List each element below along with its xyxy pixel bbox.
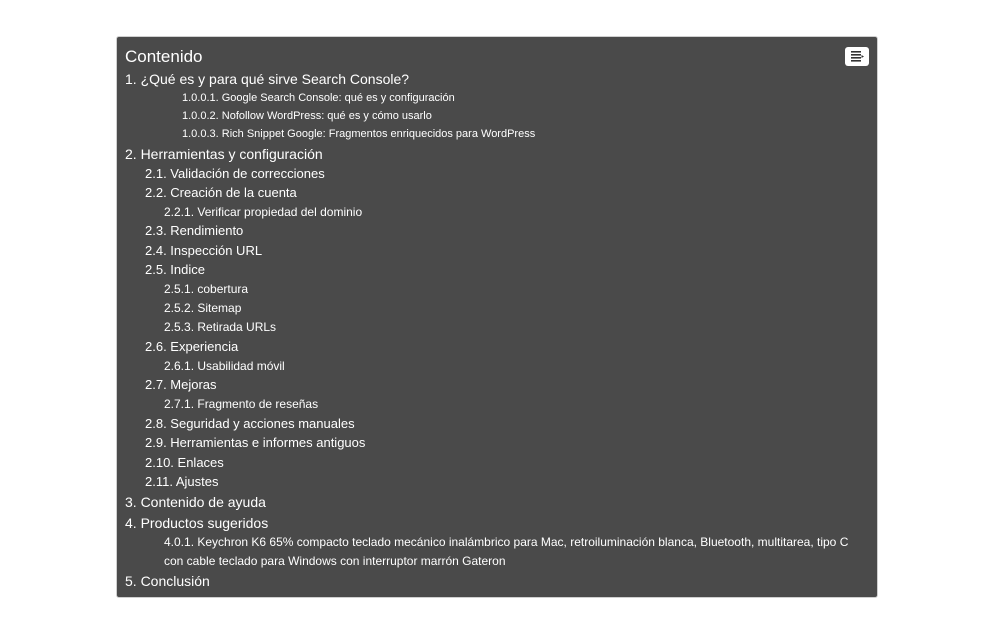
toc-item[interactable]: 2.6.1. Usabilidad móvil	[164, 359, 285, 373]
toc-item[interactable]: 2.2.1. Verificar propiedad del dominio	[164, 205, 363, 219]
list-icon	[850, 50, 864, 62]
toc-item[interactable]: 2.11. Ajustes	[145, 474, 219, 489]
toc-item[interactable]: 2.7. Mejoras	[145, 377, 217, 392]
toc-item[interactable]: 4. Productos sugeridos	[125, 515, 269, 531]
toc-item[interactable]: 2.2. Creación de la cuenta	[145, 185, 297, 200]
toc-item[interactable]: 5. Conclusión	[125, 573, 210, 589]
toc-item[interactable]: 2.5.1. cobertura	[164, 282, 249, 296]
toc-toggle-button[interactable]	[845, 47, 869, 66]
toc-item[interactable]: 1. ¿Qué es y para qué sirve Search Console?	[125, 71, 410, 87]
toc-title: Contenido	[125, 47, 203, 66]
toc-item[interactable]: 1.0.0.2. Nofollow WordPress: qué es y cómo usarlo	[182, 110, 432, 122]
toc-item[interactable]: 2.5.2. Sitemap	[164, 301, 242, 315]
toc-item[interactable]: 2. Herramientas y configuración	[125, 146, 323, 162]
toc-item[interactable]: 2.9. Herramientas e informes antiguos	[145, 435, 366, 450]
toc-item[interactable]: 2.4. Inspección URL	[145, 243, 263, 258]
toc-item[interactable]: 3. Contenido de ayuda	[125, 494, 266, 510]
toc-item[interactable]: 4.0.1. Keychron K6 65% compacto teclado mecánico inalámbrico para Mac, retroiluminación blanca, Bluetooth, multitarea, tipo C con cable teclado para Windows con interruptor marrón Gateron	[164, 535, 849, 568]
toc-item[interactable]: 2.6. Experiencia	[145, 339, 239, 354]
toc-item[interactable]: 2.8. Seguridad y acciones manuales	[145, 416, 355, 431]
table-of-contents	[116, 36, 878, 598]
toc-item[interactable]: 2.3. Rendimiento	[145, 223, 244, 238]
toc-item[interactable]: 1.0.0.1. Google Search Console: qué es y configuración	[182, 92, 455, 104]
toc-item[interactable]: 2.10. Enlaces	[145, 455, 224, 470]
toc-item[interactable]: 2.5. Indice	[145, 262, 205, 277]
toc-item[interactable]: 1.0.0.3. Rich Snippet Google: Fragmentos enriquecidos para WordPress	[182, 128, 536, 140]
toc-item[interactable]: 2.7.1. Fragmento de reseñas	[164, 397, 319, 411]
toc-item[interactable]: 2.1. Validación de correcciones	[145, 166, 325, 181]
toc-item[interactable]: 2.5.3. Retirada URLs	[164, 320, 277, 334]
